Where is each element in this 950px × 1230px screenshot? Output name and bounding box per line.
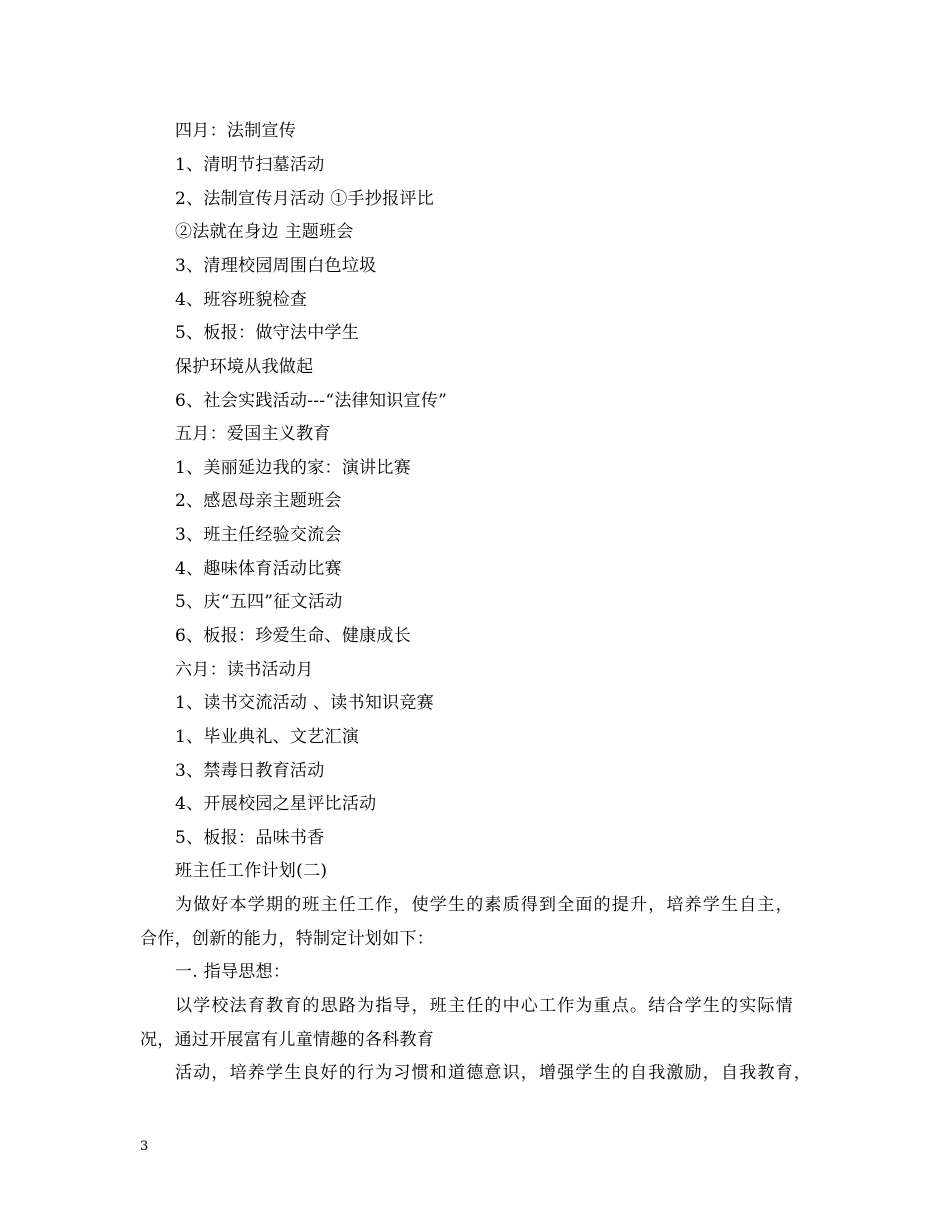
- list-item: 3、班主任经验交流会: [175, 525, 342, 545]
- list-item: 1、毕业典礼、文艺汇演: [175, 727, 360, 747]
- list-item: ②法就在身边 主题班会: [175, 222, 354, 242]
- paragraph-line: 以学校法育教育的思路为指导，班主任的中心工作为重点。结合学生的实际情: [175, 996, 794, 1016]
- list-item: 6、板报：珍爱生命、健康成长: [175, 626, 412, 646]
- list-item: 3、清理校园周围白色垃圾: [175, 256, 377, 276]
- list-item: 保护环境从我做起: [175, 357, 314, 377]
- list-item: 6、社会实践活动---“法律知识宣传”: [175, 391, 448, 411]
- list-item: 1、清明节扫墓活动: [175, 155, 325, 175]
- subheading-guiding-thought: 一. 指导思想：: [175, 962, 291, 982]
- list-item: 4、开展校园之星评比活动: [175, 794, 377, 814]
- section-title: 班主任工作计划(二): [175, 861, 328, 881]
- heading-may: 五月：爱国主义教育: [175, 424, 331, 444]
- list-item: 1、美丽延边我的家：演讲比赛: [175, 458, 412, 478]
- paragraph-line: 况，通过开展富有儿童情趣的各科教育: [140, 1030, 435, 1050]
- paragraph-line: 为做好本学期的班主任工作，使学生的素质得到全面的提升，培养学生自主，: [175, 895, 794, 915]
- heading-april: 四月：法制宣传: [175, 121, 297, 141]
- page-number: 3: [140, 1139, 149, 1154]
- list-item: 4、班容班貌检查: [175, 290, 308, 310]
- list-item: 4、趣味体育活动比赛: [175, 559, 342, 579]
- list-item: 5、庆“五四”征文活动: [175, 592, 343, 612]
- list-item: 3、禁毒日教育活动: [175, 761, 325, 781]
- paragraph-line: 活动，培养学生良好的行为习惯和道德意识，增强学生的自我激励，自我教育，: [175, 1063, 812, 1083]
- paragraph-line: 合作，创新的能力，特制定计划如下：: [140, 929, 435, 949]
- list-item: 1、读书交流活动 、读书知识竞赛: [175, 693, 435, 713]
- list-item: 2、感恩母亲主题班会: [175, 491, 342, 511]
- heading-june: 六月：读书活动月: [175, 660, 314, 680]
- list-item: 2、法制宣传月活动 ①手抄报评比: [175, 189, 435, 209]
- list-item: 5、板报：做守法中学生: [175, 323, 360, 343]
- list-item: 5、板报：品味书香: [175, 828, 325, 848]
